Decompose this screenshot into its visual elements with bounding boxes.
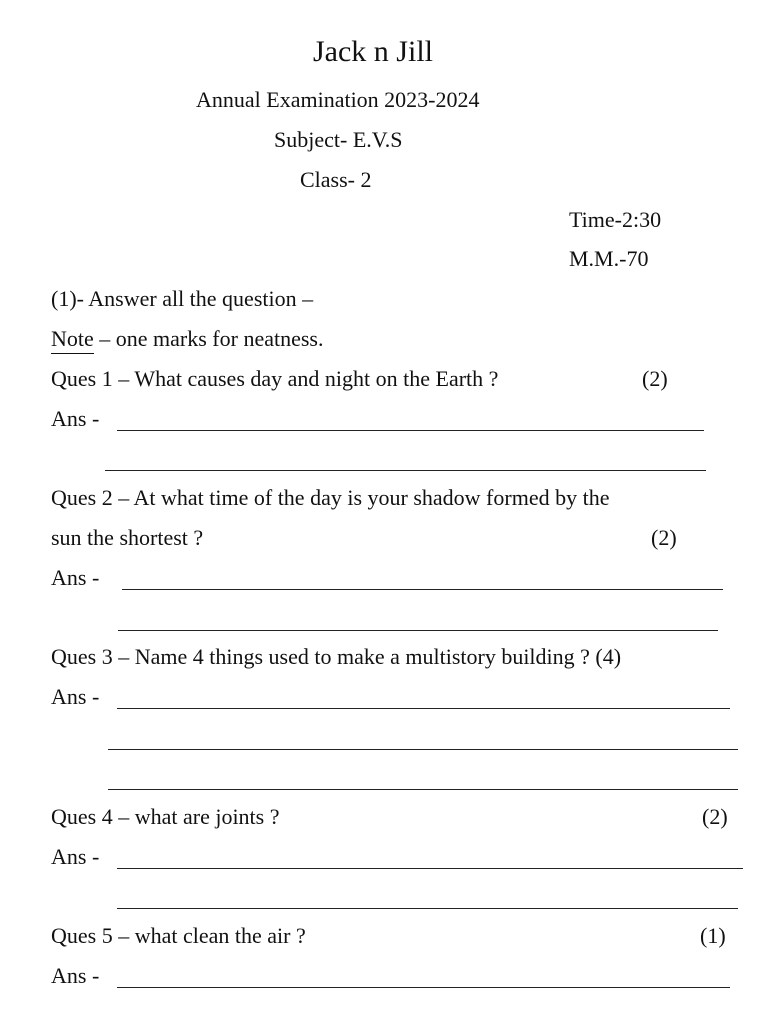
answer-2-line[interactable] (122, 589, 723, 590)
question-2-text-continued: sun the shortest ? (51, 525, 204, 550)
answer-5-label: Ans - (51, 963, 100, 988)
note-line (51, 328, 323, 350)
answer-2-label: Ans - (51, 565, 100, 590)
instruction-line: (1)- Answer all the question – (51, 286, 314, 311)
answer-3-line[interactable] (108, 749, 738, 750)
question-4-text: Ques 4 – what are joints ? (51, 804, 280, 829)
question-1-marks: (2) (642, 366, 668, 391)
exam-title: Annual Examination 2023-2024 (196, 87, 480, 112)
question-2-text: Ques 2 – At what time of the day is your shadow formed by the (51, 485, 610, 510)
answer-4-line[interactable] (117, 868, 743, 869)
max-marks-label: M.M.-70 (569, 246, 649, 271)
answer-4-label: Ans - (51, 844, 100, 869)
answer-3-line[interactable] (108, 789, 738, 790)
question-1-text: Ques 1 – What causes day and night on the Earth ? (51, 366, 499, 391)
question-4-marks: (2) (702, 804, 728, 829)
class-label: Class- 2 (300, 167, 372, 192)
answer-1-line[interactable] (105, 470, 706, 471)
answer-1-label: Ans - (51, 406, 100, 431)
question-5-text: Ques 5 – what clean the air ? (51, 923, 306, 948)
answer-4-line[interactable] (117, 908, 738, 909)
answer-5-line[interactable] (117, 987, 730, 988)
question-5-marks: (1) (700, 923, 726, 948)
answer-3-label: Ans - (51, 684, 100, 709)
question-3-text: Ques 3 – Name 4 things used to make a multistory building ? (4) (51, 644, 622, 669)
subject-label: Subject- E.V.S (274, 127, 403, 152)
time-label: Time-2:30 (569, 207, 662, 232)
answer-2-line[interactable] (118, 630, 718, 631)
note-text: – one marks for neatness. (93, 326, 324, 351)
answer-3-line[interactable] (117, 708, 730, 709)
school-title: Jack n Jill (313, 35, 433, 68)
question-2-marks: (2) (651, 525, 677, 550)
note-label: Note (51, 326, 94, 354)
answer-1-line[interactable] (117, 430, 704, 431)
